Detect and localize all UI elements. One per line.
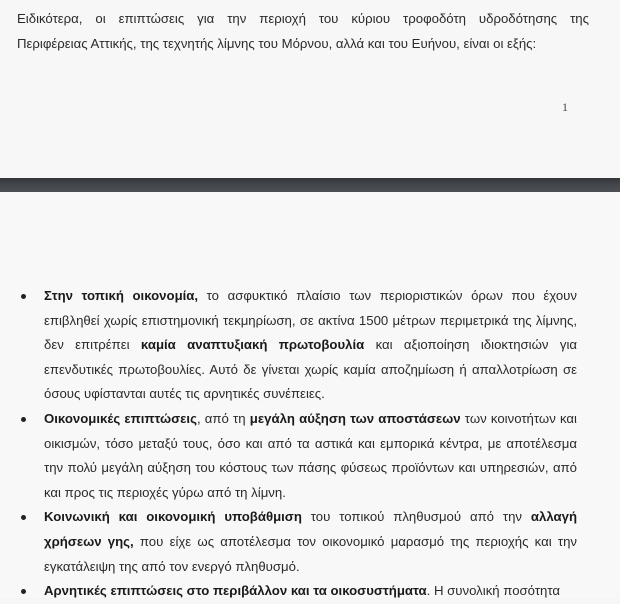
bullet-icon xyxy=(21,417,26,422)
bold-phrase: μεγάλη αύξηση των αποστάσεων xyxy=(249,410,461,426)
list-text: του τοπικού πληθυσμού από την xyxy=(301,509,531,525)
list-item xyxy=(0,284,577,407)
bold-phrase: Αρνητικές επιπτώσεις στο περιβάλλον και τα οικοσυστήματα xyxy=(44,583,427,599)
list-text: . Η συνολική ποσότητα xyxy=(426,583,561,599)
bullet-icon xyxy=(21,294,26,299)
bullet-icon xyxy=(21,515,26,520)
list-item xyxy=(0,407,577,505)
bold-phrase: Στην τοπική οικονομία, xyxy=(44,288,199,303)
intro-paragraph xyxy=(17,6,589,56)
list-text: και αξιοποίηση ιδιοκτησιών για επενδυτικές πρωτοβουλίες. Αυτό δε γίνεται χωρίς καμία αποζημίωση ή απαλλοτρίωση σε όσους υφίστανται αυτές τις αρνητικές συνέπειες. xyxy=(44,337,577,402)
page-number: 1 xyxy=(562,100,568,114)
page-separator xyxy=(0,178,620,192)
impacts-list xyxy=(0,284,620,604)
document-page-1 xyxy=(0,0,620,178)
list-text: το ασφυκτικό πλαίσιο των περιοριστικών όρων που έχουν επιβληθεί χωρίς επιστημονική τεκμηρίωση, σε ακτίνα 1500 μέτρων περιμετρικά της λίμνης, δεν επιτρέπει xyxy=(44,288,577,353)
list-text: , από τη xyxy=(196,410,250,426)
list-item xyxy=(0,579,577,604)
bold-phrase: αλλαγή χρήσεων γης, xyxy=(44,509,578,549)
list-item xyxy=(0,505,577,579)
bold-phrase: Κοινωνική και οικονομική υποβάθμιση xyxy=(44,509,302,525)
intro-line-1: Ειδικότερα, οι επιπτώσεις για την περιοχή του κύριου τροφοδότη υδροδότησης της xyxy=(17,11,589,26)
list-text: που είχε ως αποτέλεσμα τον οικονομικό μαρασμό της περιοχής και την εγκατάλειψη της από τον ενεργό πληθυσμό. xyxy=(44,533,577,574)
bold-phrase: καμία αναπτυξιακή πρωτοβουλία xyxy=(140,337,365,353)
bullet-icon xyxy=(21,589,26,594)
list-text: των κοινοτήτων και οικισμών, τόσο μεταξύ τους, όσο και από τα αστικά και εμπορικά κέντρα, με αποτέλεσμα την πολύ μεγάλη αύξηση του κόστους των πάσης φύσεως προϊόντων και υπηρεσιών, από και προς τις περιοχές γύρω από τη λίμνη. xyxy=(44,410,577,500)
intro-line-2: Περιφέρειας Αττικής, της τεχνητής λίμνης του Μόρνου, αλλά και του Ευήνου, είναι οι εξής: xyxy=(17,36,537,51)
bold-phrase: Οικονομικές επιπτώσεις xyxy=(44,410,197,426)
